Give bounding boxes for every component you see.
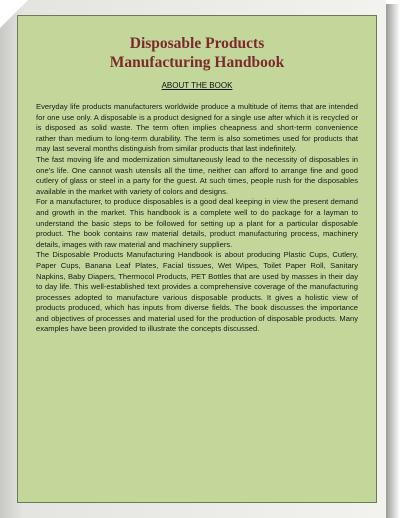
paragraph-modernization: The fast moving life and modernization simultaneously lead to the necessity of disposables in one’s life. One cannot wash utensils all the time, neither can afford to arrange fine and good cutlery of glass or steel in a party for the guest. At such times, people rush for the disposables available in the market with variety of colors and designs. xyxy=(36,154,358,196)
about-the-book-heading: ABOUT THE BOOK xyxy=(161,81,233,90)
book-title-line1: Disposable Products xyxy=(129,35,265,52)
content-panel xyxy=(17,15,377,503)
book-title-line2: Manufacturing Handbook xyxy=(109,54,285,71)
page-edge-shadow xyxy=(386,4,400,518)
paragraph-intro: Everyday life products manufacturers worldwide produce a multitude of items that are intended for one use only. A disposable is a product designed for a single use after which it is recycled or is disposed as solid waste. The term often implies cheapness and short-term convenience rather than medium to long-term durability. The term is also sometimes used for products that may last several months distinguish from similar products that last indefinitely. xyxy=(36,102,358,154)
paragraph-handbook-contents: The Disposable Products Manufacturing Handbook is about producing Plastic Cups, Cutlery, Paper Cups, Banana Leaf Plates, Facial tissues, Wet Wipes, Toilet Paper Roll, Sanitary Napkins, Baby Diapers, Thermocol Products, PET Bottles that are used by masses in their day to day life. This well-established text provides a comprehensive coverage of the manufacturing processes adopted to manufacture various disposable products. It gives a holistic view of products produced, which has inputs from diverse fields. The book discusses the importance and objectives of processes and material used for the production of disposable products. Many examples have been provided to illustrate the concepts discussed. xyxy=(36,250,358,334)
paragraph-manufacturer: For a manufacturer, to produce disposables is a good deal keeping in view the present demand and growth in the market. This handbook is a complete well to do package for a layman to understand the basic steps to be followed for setting up a plant for a particular disposable product. The book contains raw material details, product manufacturing process, machinery details, images with raw material and machinery suppliers. xyxy=(36,197,358,249)
book-title xyxy=(36,34,358,72)
